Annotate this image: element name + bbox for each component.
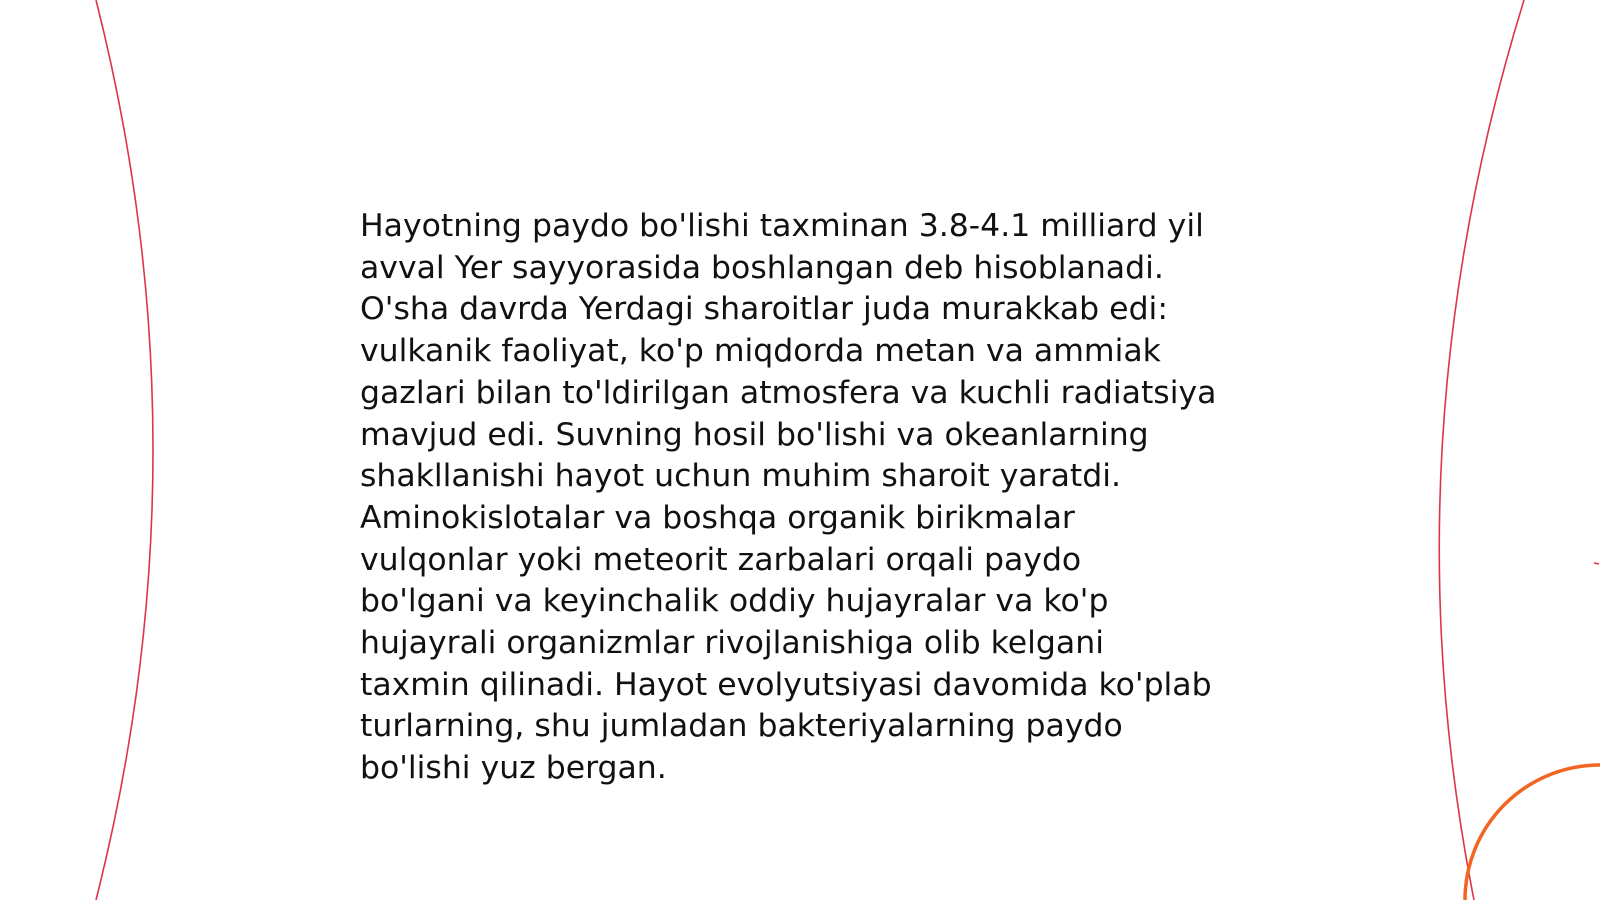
left-red-curve [96,0,153,900]
paragraph-line: turlarning, shu jumladan bakteriyalarning paydo [360,708,1123,745]
paragraph-line: O'sha davrda Yerdagi sharoitlar juda murakkab edi: [360,291,1168,328]
paragraph-line: vulqonlar yoki meteorit zarbalari orqali paydo [360,541,1082,578]
orange-arc [1465,765,1600,900]
paragraph-line: vulkanik faoliyat, ko'p miqdorda metan va ammiak [360,333,1161,370]
paragraph-line: gazlari bilan to'ldirilgan atmosfera va kuchli radiatsiya [360,374,1217,411]
paragraph-line: Hayotning paydo bo'lishi taxminan 3.8-4.1 milliard yil [360,208,1204,244]
body-paragraph [360,206,1240,790]
paragraph-line: taxmin qilinadi. Hayot evolyutsiyasi davomida ko'plab [360,666,1212,703]
paragraph-line: mavjud edi. Suvning hosil bo'lishi va okeanlarning [360,416,1149,453]
paragraph-line: bo'lishi yuz bergan. [360,750,667,787]
paragraph-line: shakllanishi hayot uchun muhim sharoit yaratdi. [360,458,1122,495]
paragraph-line: avval Yer sayyorasida boshlangan deb hisoblanadi. [360,249,1164,286]
paragraph-line: Aminokislotalar va boshqa organik birikmalar [360,499,1075,536]
paragraph-line: hujayrali organizmlar rivojlanishiga olib kelgani [360,625,1104,662]
small-tick [1594,563,1599,564]
right-red-curve [1439,0,1524,900]
paragraph-line: bo'lgani va keyinchalik oddiy hujayralar va ko'p [360,583,1109,620]
